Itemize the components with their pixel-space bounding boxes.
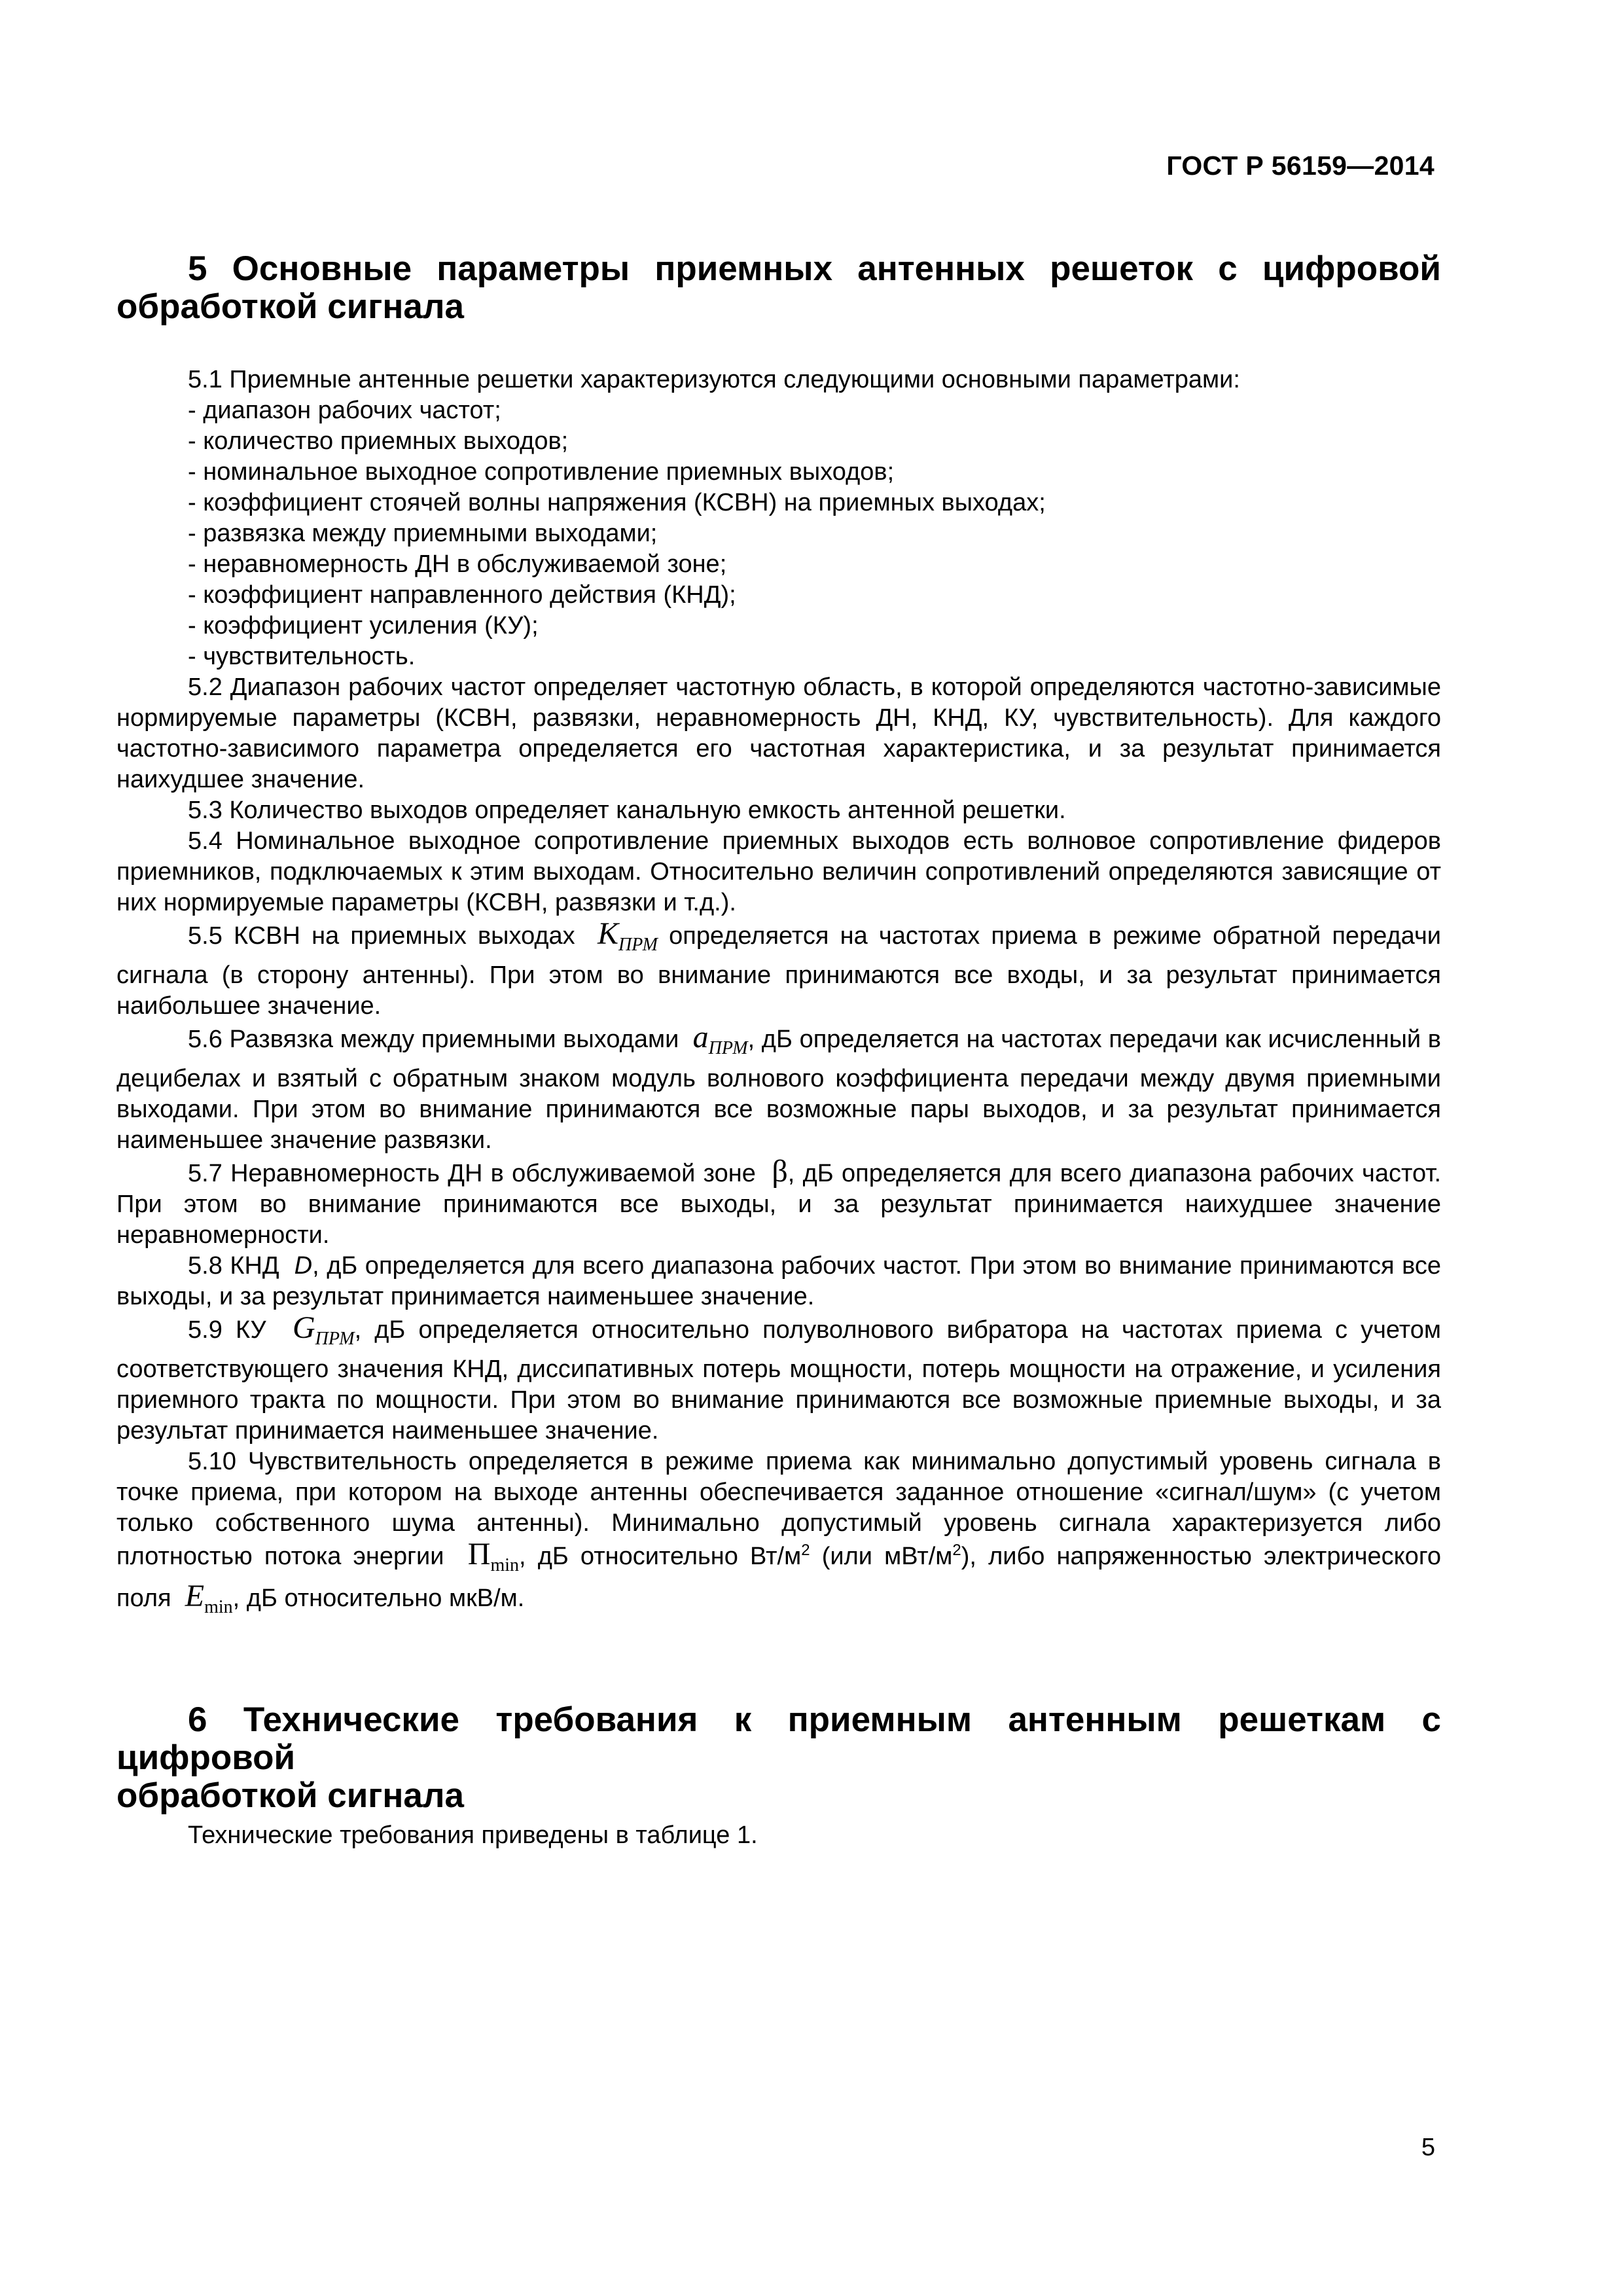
section-6-title <box>116 1701 1441 1815</box>
gain-symbol-subscript: ПРМ <box>315 1329 355 1349</box>
section-5-title-line-1: 5 Основные параметры приемных антенных решеток с цифровой <box>188 249 1441 288</box>
section-5-title-line-2: обработкой сигнала <box>116 287 464 326</box>
gain-symbol: G <box>292 1310 315 1345</box>
unit-exponent: 2 <box>952 1541 961 1559</box>
field-strength-symbol: E <box>185 1579 205 1613</box>
list-item: - развязка между приемными выходами; <box>188 520 658 547</box>
paragraph-5-10-end: , дБ относительно мкВ/м. <box>232 1585 525 1612</box>
isolation-symbol: a <box>692 1020 709 1054</box>
paragraph-5-10-middle: ), либо напряженностью электрического поля <box>116 1543 1441 1612</box>
list-item: - неравномерность ДН в обслуживаемой зоне; <box>188 550 727 578</box>
section-6-title-line-2: обработкой сигнала <box>116 1776 464 1815</box>
paragraph-5-4: 5.4 Номинальное выходное сопротивление приемных выходов есть волновое сопротивление фидеров приемников, подключаемых к этим выходам. Относительно величин сопротивлений определяются зависящие от них нормируемые параметры (КСВН, развязки и т.д.). <box>116 827 1441 916</box>
paragraph-5-7-lead: 5.7 Неравномерность ДН в обслуживаемой зоне <box>188 1160 756 1187</box>
list-item: - коэффициент усиления (КУ); <box>188 612 539 639</box>
field-strength-subscript: min <box>204 1597 233 1617</box>
ksvn-symbol-subscript: ПРМ <box>618 935 658 955</box>
paragraph-5-7 <box>116 1156 1441 1251</box>
power-density-subscript: min <box>490 1555 519 1575</box>
list-item: - коэффициент направленного действия (КНД); <box>188 581 736 609</box>
paragraph-5-9-rest: , дБ определяется относительно полуволнового вибратора на частотах приема с учетом соответствующего значения КНД, диссипативных потерь мощности, потерь мощности на отражение, и усиления приемного тракта по мощности. При этом во внимание принимаются все возможные приемные выходы, и за результат принимается наименьшее значение. <box>116 1316 1442 1444</box>
paragraph-5-7-rest: , дБ определяется для всего диапазона рабочих частот. При этом во внимание принимаются все выходы, и за результат принимается наихудшее значение неравномерности. <box>116 1160 1442 1249</box>
section-6-text: Технические требования приведены в таблице 1. <box>188 1821 758 1849</box>
paragraph-5-9 <box>116 1312 1441 1446</box>
paragraph-5-2: 5.2 Диапазон рабочих частот определяет частотную область, в которой определяются частотно-зависимые нормируемые параметры (КСВН, развязки, неравномерность ДН, КНД, КУ, чувствительность). Для каждого частотно-зависимого параметра определяется его частотная характеристика, и за результат принимается наихудшее значение. <box>116 673 1441 793</box>
paragraph-5-8-lead: 5.8 КНД <box>188 1252 287 1280</box>
paragraph-5-5-lead: 5.5 КСВН на приемных выходах <box>188 922 575 950</box>
ksvn-symbol: K <box>597 916 619 951</box>
paragraph-5-6 <box>116 1022 1441 1156</box>
directivity-symbol: D <box>294 1252 313 1280</box>
paragraph-5-10-unit-2: (или мВт/м <box>810 1543 953 1570</box>
document-id-header: ГОСТ Р 56159—2014 <box>1166 151 1435 181</box>
power-density-symbol: Π <box>467 1537 491 1571</box>
paragraph-5-5-rest: определяется на частотах приема в режиме обратной передачи сигнала (в сторону антенны). При этом во внимание принимаются все входы, и за результат принимается наибольшее значение. <box>116 922 1441 1020</box>
paragraph-5-10 <box>116 1446 1441 1623</box>
list-item: - номинальное выходное сопротивление приемных выходов; <box>188 458 895 486</box>
paragraph-5-5 <box>116 918 1441 1022</box>
section-5-title <box>116 250 1441 326</box>
list-item: - коэффициент стоячей волны напряжения (КСВН) на приемных выходах; <box>188 489 1046 516</box>
paragraph-5-6-lead: 5.6 Развязка между приемными выходами <box>188 1026 679 1053</box>
list-item: - диапазон рабочих частот; <box>188 397 501 424</box>
section-5-body <box>116 365 1441 1623</box>
paragraph-5-10-lead: 5.10 Чувствительность определяется в режиме приема как минимально допустимый уровень сигнала в точке приема, при котором на выходе антенны обеспечивается заданное отношение «сигнал/шум» (с учетом только собственного шума антенны). Минимально допустимый уровень сигнала характеризуется либо плотностью потока энергии <box>116 1448 1441 1570</box>
paragraph-5-10-unit-1: , дБ относительно Вт/м <box>519 1543 802 1570</box>
beta-symbol: β <box>772 1154 788 1189</box>
paragraph-5-8-rest: , дБ определяется для всего диапазона рабочих частот. При этом во внимание принимаются все выходы, и за результат принимается наименьшее значение. <box>116 1252 1441 1310</box>
unit-exponent: 2 <box>801 1541 810 1559</box>
paragraph-5-8 <box>116 1251 1441 1312</box>
section-6-title-line-1: 6 Технические требования к приемным антенным решеткам с цифровой <box>116 1700 1441 1777</box>
paragraph-5-3: 5.3 Количество выходов определяет канальную емкость антенной решетки. <box>188 797 1066 824</box>
paragraph-5-1: 5.1 Приемные антенные решетки характеризуются следующими основными параметрами: <box>188 366 1240 393</box>
page-number: 5 <box>1421 2134 1435 2161</box>
paragraph-5-6-rest: , дБ определяется на частотах передачи как исчисленный в децибелах и взятый с обратным знаком модуль волнового коэффициента передачи между двумя приемными выходами. При этом во внимание принимаются все возможные пары выходов, и за результат принимается наименьшее значение развязки. <box>116 1026 1441 1154</box>
isolation-symbol-subscript: ПРМ <box>708 1038 748 1058</box>
paragraph-5-9-lead: 5.9 КУ <box>188 1316 279 1344</box>
list-item: - чувствительность. <box>188 643 416 670</box>
list-item: - количество приемных выходов; <box>188 427 569 455</box>
